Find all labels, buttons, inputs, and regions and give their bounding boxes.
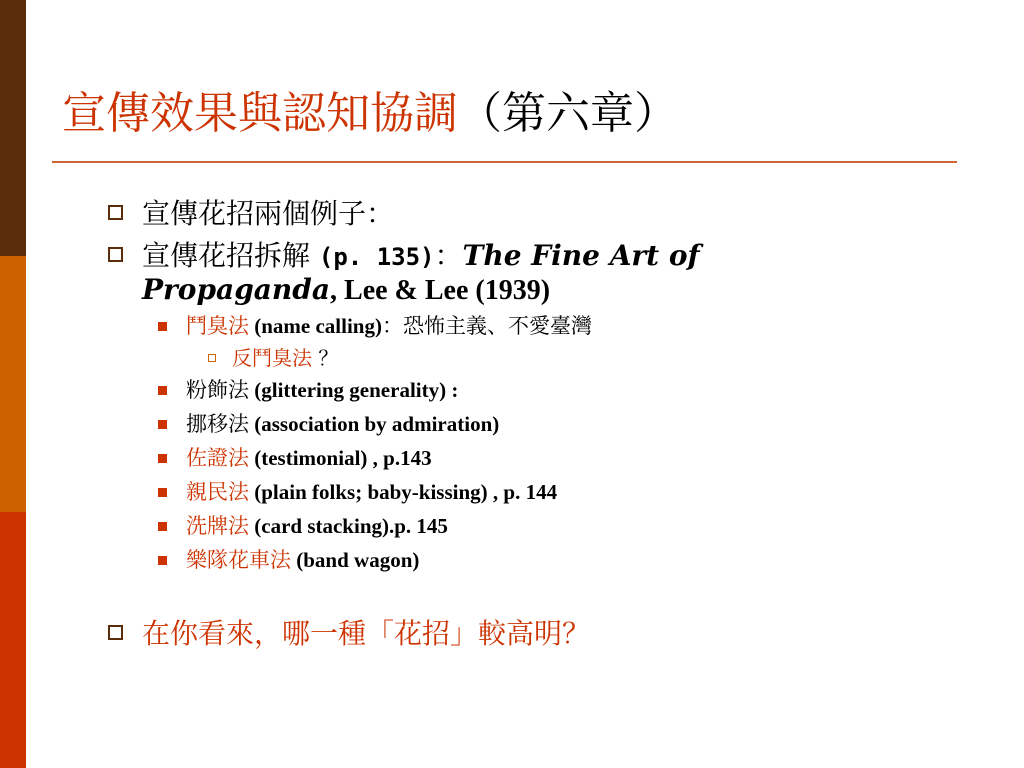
side-bar-top	[0, 0, 26, 256]
side-bar-bottom	[0, 512, 26, 768]
term: 親民法	[186, 480, 249, 504]
title-main: 宣傳效果與認知協調	[62, 88, 458, 139]
hollow-square-bullet-icon	[108, 247, 123, 262]
hollow-square-bullet-icon	[208, 354, 216, 362]
term-english: (plain folks; baby-kissing) , p. 144	[249, 480, 558, 504]
term-english: (card stacking).p. 145	[249, 514, 448, 538]
hollow-square-bullet-icon	[108, 205, 123, 220]
bullet-text	[142, 238, 700, 275]
bullet-text: 宣傳花招兩個例子：	[142, 197, 395, 230]
filled-square-bullet-icon	[158, 420, 167, 429]
filled-square-bullet-icon	[158, 386, 167, 395]
term: 樂隊花車法	[186, 548, 291, 572]
term-note: ？	[318, 346, 339, 370]
hollow-square-bullet-icon	[108, 625, 123, 640]
term: 佐證法	[186, 446, 249, 470]
term-note: ：恐怖主義、不愛臺灣	[381, 314, 592, 338]
bullet-text: 在你看來，哪一種「花招」較高明？	[142, 617, 591, 650]
term: 反鬥臭法	[232, 346, 312, 370]
term-english: (testimonial) , p.143	[249, 446, 432, 470]
filled-square-bullet-icon	[158, 488, 167, 497]
term-english: (glittering generality) :	[249, 378, 459, 402]
side-bar-middle	[0, 256, 26, 512]
book-title-part2: Propaganda	[142, 273, 331, 306]
title-underline	[52, 161, 957, 163]
filled-square-bullet-icon	[158, 556, 167, 565]
bullet-text-continuation	[142, 272, 550, 309]
breakdown-label: 宣傳花招拆解	[142, 239, 319, 272]
term-english: (name calling)	[249, 314, 382, 338]
term: 挪移法	[186, 412, 249, 436]
term: 粉飾法	[186, 378, 249, 402]
colon: ：	[434, 239, 463, 272]
book-authors: , Lee & Lee (1939)	[330, 275, 551, 306]
term-english: (association by admiration)	[249, 412, 500, 436]
slide-title	[62, 84, 678, 144]
term: 洗牌法	[186, 514, 249, 538]
book-title-part1: The Fine Art of	[462, 239, 700, 272]
term-english: (band wagon)	[291, 548, 420, 572]
filled-square-bullet-icon	[158, 454, 167, 463]
filled-square-bullet-icon	[158, 322, 167, 331]
page-ref: (p. 135)	[318, 243, 435, 271]
title-chapter: （第六章）	[458, 88, 678, 139]
filled-square-bullet-icon	[158, 522, 167, 531]
term: 鬥臭法	[186, 314, 249, 338]
